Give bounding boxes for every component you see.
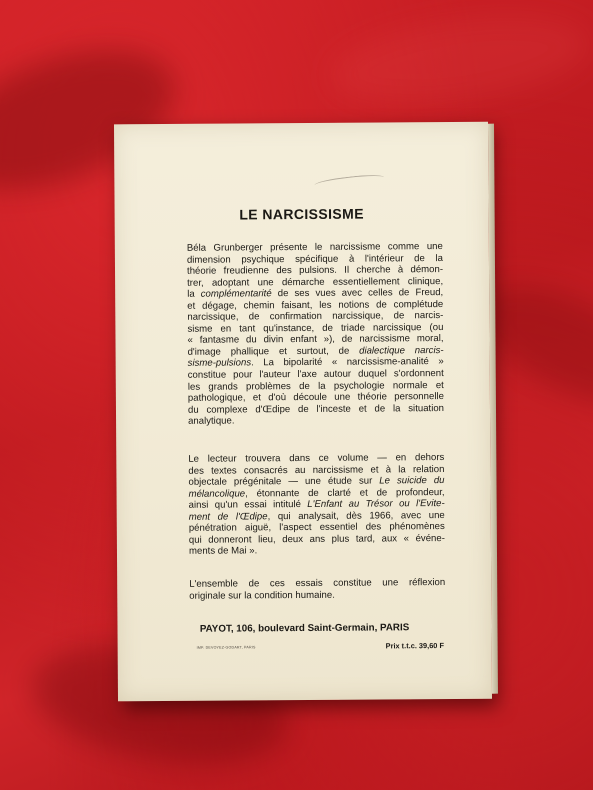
text-line: et dégage, chemin faisant, les notions de complétude — [187, 298, 444, 312]
blurb-paragraph-1 — [187, 241, 444, 428]
text-line: sisme en tant qu'instance, de triade narcissique (ou — [187, 321, 444, 335]
text-line: Le lecteur trouvera dans ce volume — en dehors — [188, 452, 445, 465]
price-label: Prix t.t.c. 39,60 F — [385, 641, 445, 651]
book-title: LE NARCISSISME — [239, 205, 364, 223]
text-line: originale sur la condition humaine. — [189, 589, 335, 602]
text-line: des textes consacrés au narcissisme et à la relation — [188, 463, 445, 477]
text-line: mélancolique, étonnante de clarté et de profondeur, — [188, 486, 445, 500]
blurb-paragraph-2 — [188, 452, 445, 558]
text-line: pénétration aiguë, l'aspect essentiel des phénomènes — [188, 521, 445, 535]
text-line: les grands problèmes de la psychologie normale et — [187, 379, 444, 393]
text-line: la complémentarité de ses vues avec celles de Freud, — [187, 287, 444, 300]
text-line: du complexe d'Œdipe de l'inceste et de la situation — [187, 402, 445, 416]
text-line: ment de l'Œdipe, qui analysait, dès 1966, avec une — [188, 509, 445, 523]
text-line: constitue pour l'auteur l'axe autour duquel s'ordonnent — [187, 368, 444, 381]
text-line: théorie freudienne des pulsions. Il cherche à démon- — [186, 264, 444, 277]
book-back-cover — [114, 122, 492, 702]
printer-imprint: IMP. DEVOYEZ-GODART, PARIS — [196, 645, 256, 650]
text-line: narcissique, de confirmation narcissique, de narcis- — [187, 310, 444, 324]
text-line: « fantasme du divin enfant »), de narcissisme moral, — [187, 333, 444, 347]
text-line: ainsi qu'un essai intitulé L'Enfant au Trésor ou l'Evite- — [188, 498, 445, 511]
text-line: Béla Grunberger présente le narcissisme comme une — [186, 241, 443, 254]
text-line: sisme-pulsions. La bipolarité « narcissisme-analité » — [187, 356, 444, 370]
blurb-paragraph-3 — [189, 577, 445, 602]
cover-scratch — [314, 173, 385, 190]
text-line: d'image phallique et surtout, de dialectique narcis- — [187, 344, 444, 358]
text-line: trer, adoptant une démarche essentiellement clinique, — [187, 275, 444, 289]
publisher-address: PAYOT, 106, boulevard Saint-Germain, PARIS — [199, 622, 410, 635]
fabric-highlight — [326, 2, 593, 117]
text-line: ments de Mai ». — [188, 545, 258, 558]
text-line: L'ensemble de ces essais constitue une réflexion — [189, 577, 446, 590]
text-line: dimension psychique spécifique à l'intérieur de la — [186, 252, 443, 266]
text-line: analytique. — [188, 415, 235, 428]
text-line: pathologique, et d'où découle une théorie personnelle — [187, 391, 444, 404]
text-line: qui donneront lieu, deux ans plus tard, aux « événe- — [188, 532, 445, 546]
text-line: objectale prégénitale — une étude sur Le suicide du — [188, 475, 445, 488]
